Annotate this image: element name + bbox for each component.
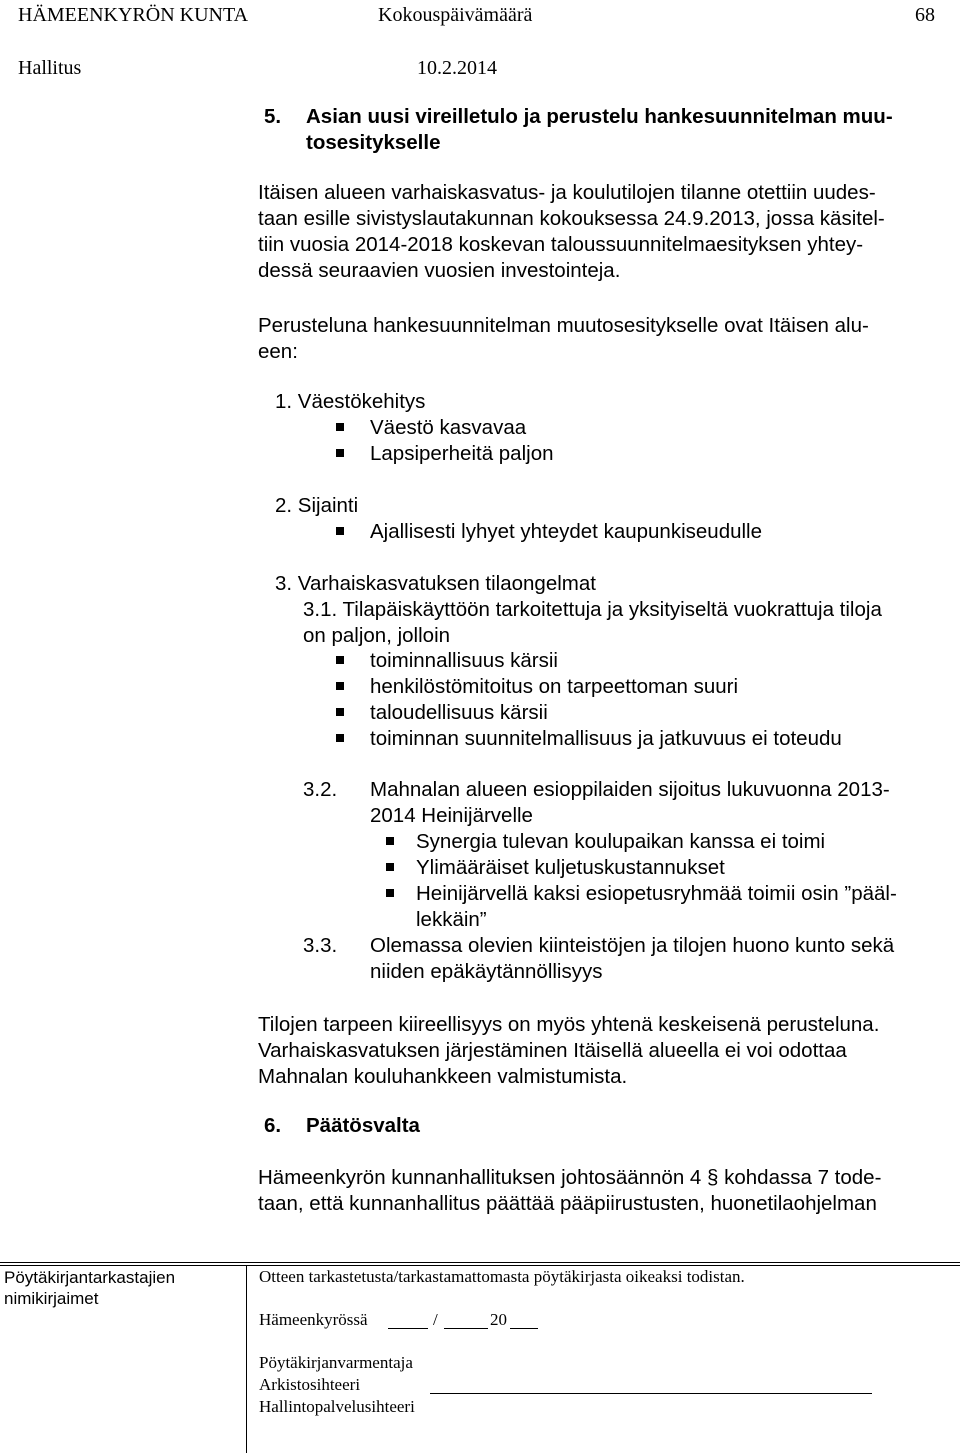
page-number: 68 bbox=[915, 4, 935, 26]
paragraph-line: dessä seuraavien vuosien investointeja. bbox=[258, 259, 621, 282]
bullet-text: toiminnallisuus kärsii bbox=[370, 649, 558, 672]
verification-text: Otteen tarkastetusta/tarkastamattomasta pöytäkirjasta oikeaksi todistan. bbox=[259, 1267, 745, 1286]
bullet-text: Synergia tulevan koulupaikan kanssa ei toimi bbox=[416, 830, 826, 853]
paragraph-line: Varhaiskasvatuksen järjestäminen Itäisellä alueella ei voi odottaa bbox=[258, 1039, 847, 1062]
section-title-line2: tosesitykselle bbox=[306, 131, 441, 154]
bullet-icon bbox=[386, 889, 394, 897]
document-type: Kokouspäivämäärä bbox=[378, 4, 533, 26]
bullet-text-continuation: lekkäin” bbox=[416, 908, 487, 931]
subitem-line: niiden epäkäytännöllisyys bbox=[370, 960, 603, 983]
list-item-label: 3. Varhaiskasvatuksen tilaongelmat bbox=[275, 572, 596, 595]
bullet-icon bbox=[386, 863, 394, 871]
bullet-icon bbox=[336, 682, 344, 690]
subitem-line: Mahnalan alueen esioppilaiden sijoitus lukuvuonna 2013- bbox=[370, 778, 890, 801]
paragraph-line: taan esille sivistyslautakunnan kokouksessa 24.9.2013, jossa käsitel- bbox=[258, 207, 885, 230]
footer-divider bbox=[246, 1265, 247, 1453]
subitem-line: 3.1. Tilapäiskäyttöön tarkoitettuja ja yksityiseltä vuokrattuja tiloja bbox=[303, 598, 882, 621]
place-label: Hämeenkyrössä bbox=[259, 1310, 368, 1329]
signer-role: Arkistosihteeri bbox=[259, 1375, 361, 1394]
inspectors-label: Pöytäkirjantarkastajien bbox=[4, 1268, 176, 1287]
bullet-icon bbox=[386, 837, 394, 845]
list-item-label: 2. Sijainti bbox=[275, 494, 359, 517]
signature-line bbox=[430, 1393, 872, 1394]
meeting-body: Hallitus bbox=[18, 57, 82, 79]
meeting-date: 10.2.2014 bbox=[417, 57, 497, 79]
bullet-icon bbox=[336, 656, 344, 664]
paragraph-line: tiin vuosia 2014-2018 koskevan taloussuunnitelmaesityksen yhtey- bbox=[258, 233, 864, 256]
bullet-icon bbox=[336, 734, 344, 742]
subitem-number: 3.2. bbox=[303, 778, 338, 801]
bullet-text: Lapsiperheitä paljon bbox=[370, 442, 554, 465]
year-blank bbox=[510, 1328, 538, 1329]
footer-top-rule bbox=[0, 1265, 960, 1266]
paragraph-line: een: bbox=[258, 340, 298, 363]
signer-role: Hallintopalvelusihteeri bbox=[259, 1397, 415, 1416]
bullet-icon bbox=[336, 527, 344, 535]
section-title: Päätösvalta bbox=[306, 1114, 420, 1137]
subitem-line: on paljon, jolloin bbox=[303, 624, 451, 647]
footer-top-rule bbox=[0, 1262, 960, 1263]
bullet-text: Väestö kasvavaa bbox=[370, 416, 527, 439]
paragraph-line: Itäisen alueen varhaiskasvatus- ja koulutilojen tilanne otettiin uudes- bbox=[258, 181, 876, 204]
bullet-text: Ylimääräiset kuljetuskustannukset bbox=[416, 856, 725, 879]
section-number: 6. bbox=[264, 1114, 282, 1137]
subitem-line: Olemassa olevien kiinteistöjen ja tilojen huono kunto sekä bbox=[370, 934, 895, 957]
list-item-label: 1. Väestökehitys bbox=[275, 390, 426, 413]
subitem-number: 3.3. bbox=[303, 934, 338, 957]
bullet-text: henkilöstömitoitus on tarpeettoman suuri bbox=[370, 675, 739, 698]
day-blank bbox=[388, 1328, 428, 1329]
section-title-line1: Asian uusi vireilletulo ja perustelu hankesuunnitelman muu- bbox=[306, 105, 893, 128]
signer-role: Pöytäkirjanvarmentaja bbox=[259, 1353, 413, 1372]
bullet-icon bbox=[336, 708, 344, 716]
date-separator: / bbox=[433, 1310, 438, 1329]
section-number: 5. bbox=[264, 105, 282, 128]
paragraph-line: Mahnalan kouluhankkeen valmistumista. bbox=[258, 1065, 628, 1088]
municipality-name: HÄMEENKYRÖN KUNTA bbox=[18, 4, 249, 26]
page-footer bbox=[0, 1262, 960, 1453]
year-prefix: 20 bbox=[490, 1310, 507, 1329]
bullet-text: Ajallisesti lyhyet yhteydet kaupunkiseudulle bbox=[370, 520, 763, 543]
paragraph-line: Hämeenkyrön kunnanhallituksen johtosäännön 4 § kohdassa 7 tode- bbox=[258, 1166, 882, 1189]
bullet-icon bbox=[336, 423, 344, 431]
subitem-line: 2014 Heinijärvelle bbox=[370, 804, 533, 827]
month-blank bbox=[444, 1328, 488, 1329]
paragraph-line: taan, että kunnanhallitus päättää pääpiirustusten, huonetilaohjelman bbox=[258, 1192, 877, 1215]
inspectors-label: nimikirjaimet bbox=[4, 1289, 99, 1308]
paragraph-line: Tilojen tarpeen kiireellisyys on myös yhtenä keskeisenä perusteluna. bbox=[258, 1013, 880, 1036]
paragraph-line: Perusteluna hankesuunnitelman muutosesitykselle ovat Itäisen alu- bbox=[258, 314, 869, 337]
bullet-text: taloudellisuus kärsii bbox=[370, 701, 548, 724]
bullet-text: Heinijärvellä kaksi esiopetusryhmää toimii osin ”pääl- bbox=[416, 882, 897, 905]
bullet-text: toiminnan suunnitelmallisuus ja jatkuvuus ei toteudu bbox=[370, 727, 842, 750]
bullet-icon bbox=[336, 449, 344, 457]
